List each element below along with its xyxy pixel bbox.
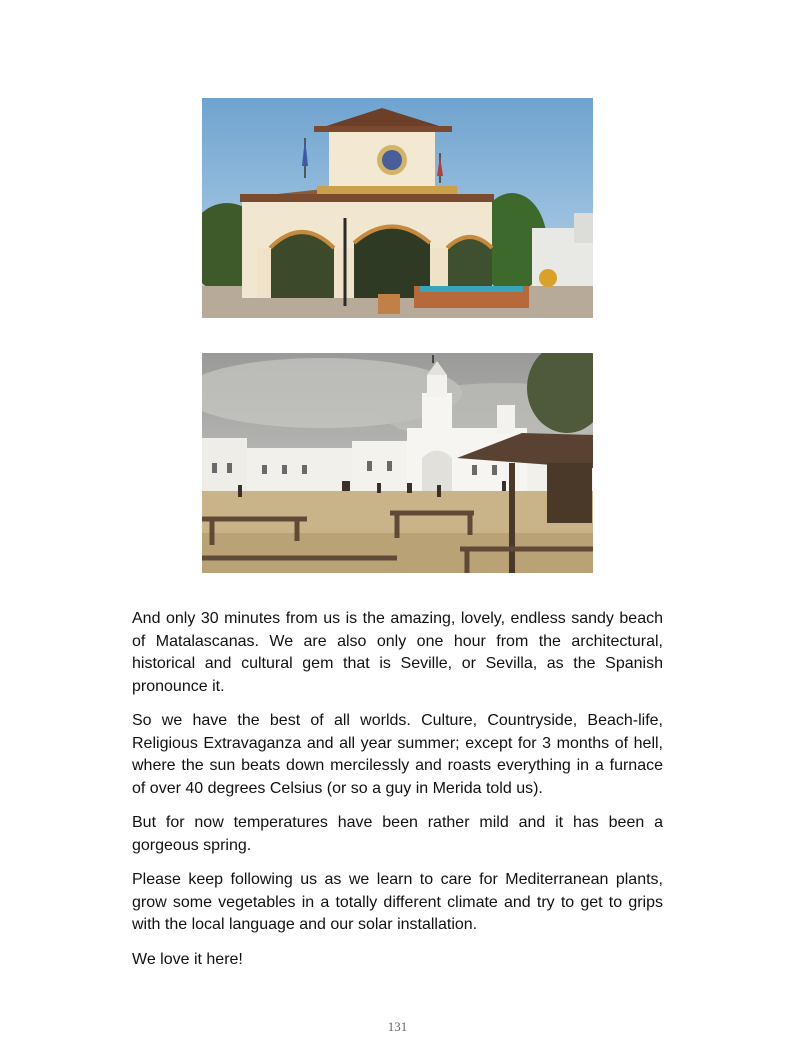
paragraph: Please keep following us as we learn to care for Mediterranean plants, grow some vegetables in a totally different climate and try to get to grips with the local language and our solar installation. [132, 871, 663, 933]
paragraph: So we have the best of all worlds. Culture, Countryside, Beach-life, Religious Extravaganza and all year summer; except for 3 months of hell, where the sun beats down mercilessly and roasts everything in a furnace of over 40 degrees Celsius (or so a guy in Merida told us). [132, 712, 663, 797]
paragraph: But for now temperatures have been rather mild and it has been a gorgeous spring. [132, 814, 663, 854]
page-number: 131 [387, 1019, 408, 1034]
photo-arch-gate [202, 98, 593, 318]
photo-village-square [202, 353, 593, 573]
paragraph: We love it here! [132, 950, 243, 968]
paragraph: And only 30 minutes from us is the amazing, lovely, endless sandy beach of Matalascanas. We are also only one hour from the architectural, historical and cultural gem that is Seville, or Sevilla, as the Spanish pronounce it. [132, 610, 663, 695]
body-text [132, 608, 663, 983]
